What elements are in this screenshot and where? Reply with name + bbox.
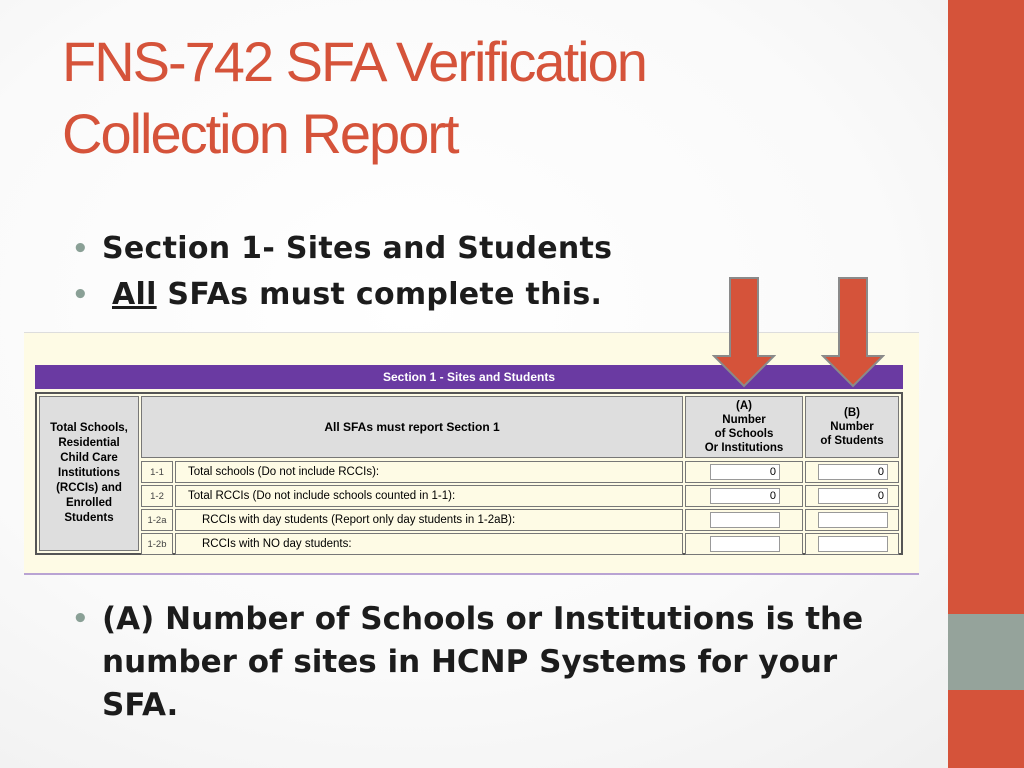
table-row xyxy=(141,533,899,555)
side-accent-strip xyxy=(948,0,1024,614)
row-code: 1-2 xyxy=(141,485,173,507)
students-count-input[interactable] xyxy=(818,536,888,552)
row-description: Total schools (Do not include RCCIs): xyxy=(175,461,683,483)
students-count-input[interactable] xyxy=(818,488,888,504)
schools-count-input[interactable] xyxy=(710,488,780,504)
column-b-heading: (B) Number of Students xyxy=(805,396,899,458)
students-count-input[interactable] xyxy=(818,464,888,480)
row-code: 1-1 xyxy=(141,461,173,483)
slide-title-line2: Collection Report xyxy=(62,102,458,165)
schools-count-input[interactable] xyxy=(710,512,780,528)
side-accent-strip-bottom xyxy=(948,690,1024,768)
bullet-dot-icon: • xyxy=(72,280,89,310)
form-section-header: Section 1 - Sites and Students xyxy=(35,365,903,389)
bullet-dot-icon: • xyxy=(72,604,89,634)
row-group-label: Total Schools, Residential Child Care Institutions (RCCIs) and Enrolled Students xyxy=(39,396,139,551)
bullet-text: SFAs must complete this. xyxy=(156,277,603,312)
students-count-input[interactable] xyxy=(818,512,888,528)
row-code: 1-2b xyxy=(141,533,173,555)
schools-count-input[interactable] xyxy=(710,464,780,480)
row-description: RCCIs with day students (Report only day students in 1-2aB): xyxy=(175,509,683,531)
bullet-underlined-text: All xyxy=(112,277,157,312)
bullet-item xyxy=(72,226,872,272)
bullet-text: (A) Number of Schools or Institutions is the number of sites in HCNP Systems for your SFA. xyxy=(102,601,864,723)
table-row xyxy=(141,509,899,531)
arrow-down-icon xyxy=(821,276,885,388)
side-accent-strip-gray xyxy=(948,614,1024,690)
row-description: RCCIs with NO day students: xyxy=(175,533,683,555)
row-code: 1-2a xyxy=(141,509,173,531)
row-description: Total RCCIs (Do not include schools counted in 1-1): xyxy=(175,485,683,507)
slide-title xyxy=(62,26,922,170)
form-table xyxy=(35,392,903,555)
bullet-list-bottom xyxy=(72,598,902,727)
schools-count-input[interactable] xyxy=(710,536,780,552)
table-row xyxy=(141,461,899,483)
table-row xyxy=(141,485,899,507)
arrow-down-icon xyxy=(712,276,776,388)
slide-title-line1: FNS-742 SFA Verification xyxy=(62,30,646,93)
column-a-heading: (A) Number of Schools Or Institutions xyxy=(685,396,803,458)
bullet-dot-icon: • xyxy=(72,234,89,264)
form-screenshot xyxy=(24,332,919,575)
bullet-item xyxy=(72,598,902,727)
bullet-text: Section 1- Sites and Students xyxy=(102,231,613,266)
form-main-heading: All SFAs must report Section 1 xyxy=(141,396,683,458)
